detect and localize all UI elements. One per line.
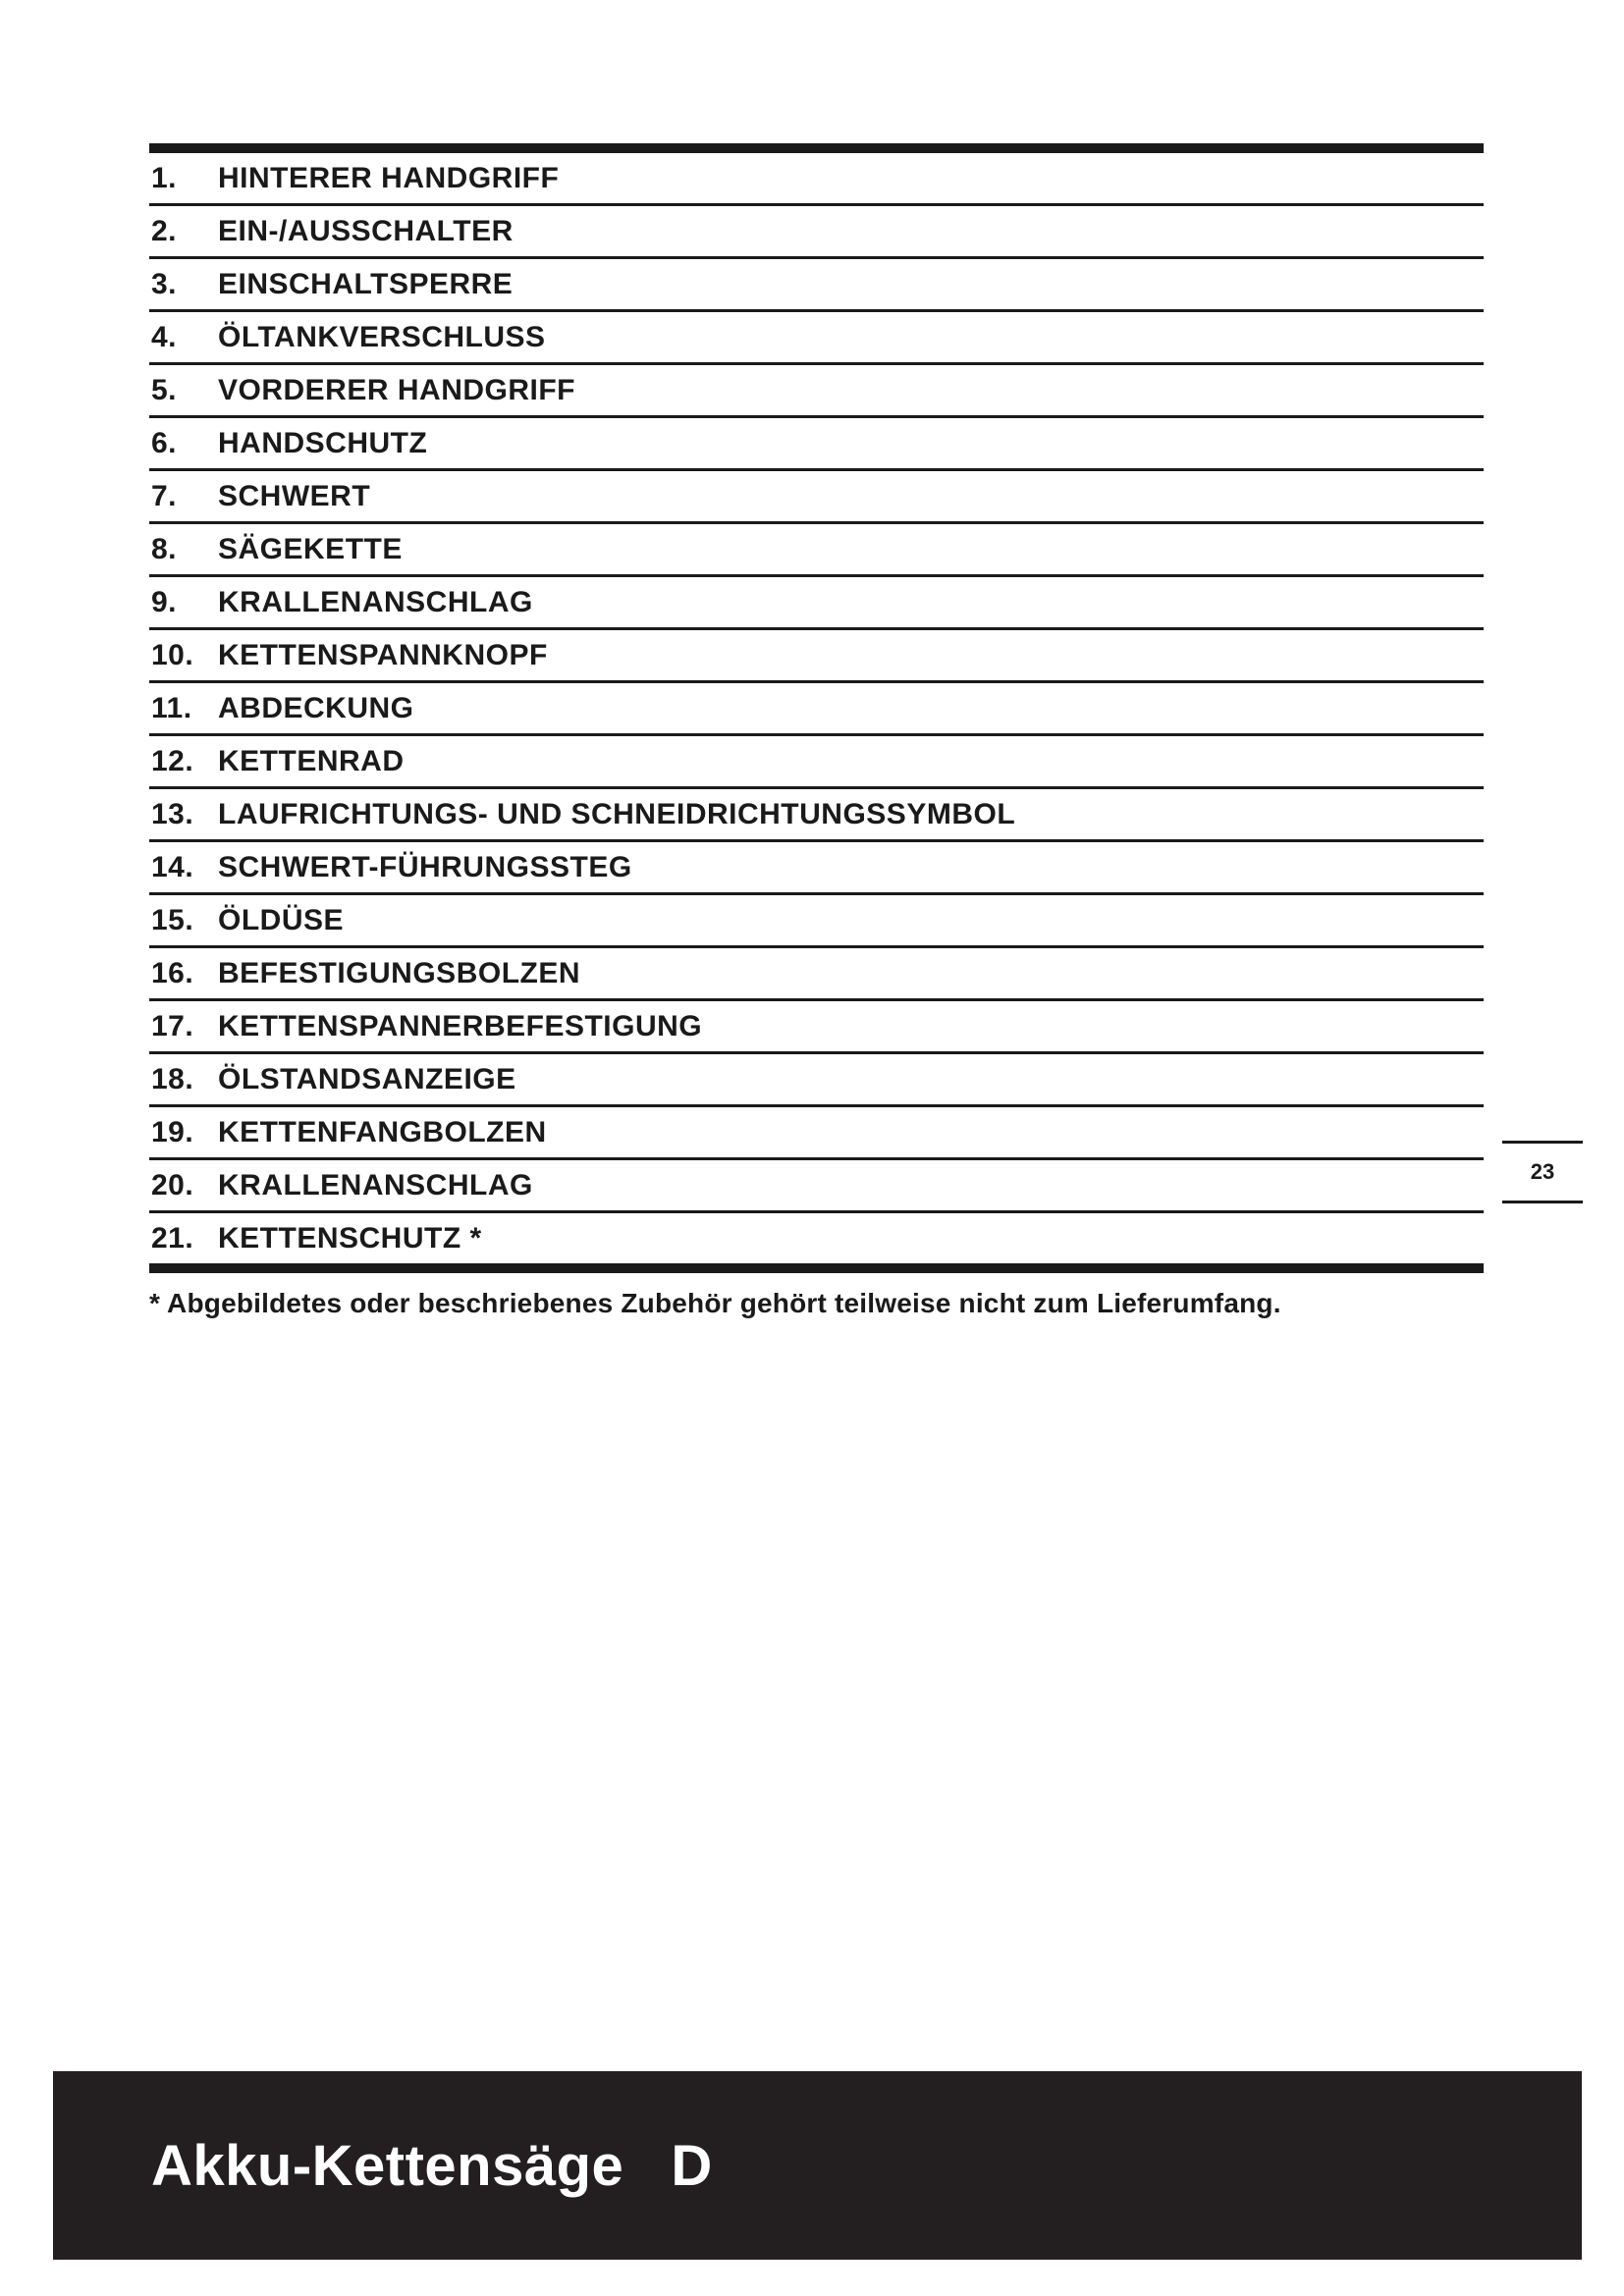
- part-label: SÄGEKETTE: [218, 532, 403, 565]
- part-row: [149, 524, 1484, 577]
- part-row: [149, 259, 1484, 312]
- part-label: KETTENSCHUTZ *: [218, 1221, 482, 1255]
- footer-bar: [53, 2071, 1582, 2260]
- part-row: [149, 471, 1484, 524]
- parts-list: [149, 153, 1484, 1263]
- part-label: ÖLDÜSE: [218, 903, 345, 936]
- part-label: BEFESTIGUNGSBOLZEN: [218, 956, 581, 989]
- part-row: [149, 365, 1484, 418]
- part-row: [149, 895, 1484, 948]
- part-label: HANDSCHUTZ: [218, 426, 428, 459]
- part-number: 7.: [151, 479, 178, 512]
- part-label: KETTENRAD: [218, 744, 405, 777]
- part-number: 3.: [151, 267, 178, 300]
- part-number: 18.: [151, 1062, 194, 1095]
- part-number: 4.: [151, 320, 178, 353]
- part-number: 11.: [151, 691, 192, 724]
- part-label: KETTENFANGBOLZEN: [218, 1115, 547, 1148]
- part-row: [149, 948, 1484, 1001]
- part-row: [149, 577, 1484, 630]
- part-number: 12.: [151, 744, 194, 777]
- table-bottom-rule: [149, 1263, 1484, 1273]
- part-number: 17.: [151, 1009, 194, 1042]
- part-row: [149, 312, 1484, 365]
- part-label: ÖLSTANDSANZEIGE: [218, 1062, 516, 1095]
- part-number: 21.: [151, 1221, 194, 1255]
- part-number: 8.: [151, 532, 178, 565]
- part-row: [149, 683, 1484, 736]
- part-row: [149, 418, 1484, 471]
- part-label: SCHWERT-FÜHRUNGSSTEG: [218, 850, 632, 883]
- part-row: [149, 1001, 1484, 1054]
- footer-title: Akku-Kettensäge: [151, 2133, 624, 2198]
- part-row: [149, 736, 1484, 789]
- part-label: KETTENSPANNERBEFESTIGUNG: [218, 1009, 703, 1042]
- part-number: 14.: [151, 850, 194, 883]
- part-row: [149, 206, 1484, 259]
- part-row: [149, 153, 1484, 206]
- part-row: [149, 1107, 1484, 1160]
- part-row: [149, 842, 1484, 895]
- part-row: [149, 1054, 1484, 1107]
- part-number: 1.: [151, 161, 178, 194]
- part-label: ABDECKUNG: [218, 691, 414, 724]
- part-number: 13.: [151, 797, 194, 830]
- part-number: 5.: [151, 373, 178, 406]
- footnote: * Abgebildetes oder beschriebenes Zubehör gehört teilweise nicht zum Lieferumfang.: [149, 1288, 1281, 1318]
- part-number: 6.: [151, 426, 178, 459]
- part-number: 19.: [151, 1115, 194, 1148]
- part-number: 9.: [151, 585, 178, 618]
- part-number: 20.: [151, 1168, 194, 1201]
- part-number: 15.: [151, 903, 194, 936]
- part-label: ÖLTANKVERSCHLUSS: [218, 320, 546, 353]
- part-row: [149, 630, 1484, 683]
- part-label: HINTERER HANDGRIFF: [218, 161, 560, 194]
- part-number: 16.: [151, 956, 194, 989]
- part-label: KRALLENANSCHLAG: [218, 585, 533, 618]
- part-label: KETTENSPANNKNOPF: [218, 638, 548, 671]
- part-label: SCHWERT: [218, 479, 371, 512]
- part-label: VORDERER HANDGRIFF: [218, 373, 576, 406]
- part-row: [149, 1160, 1484, 1213]
- footer-language-code: D: [671, 2133, 713, 2198]
- parts-table: [149, 143, 1484, 1273]
- part-label: EIN-/AUSSCHALTER: [218, 214, 514, 247]
- part-label: EINSCHALTSPERRE: [218, 267, 514, 300]
- part-label: LAUFRICHTUNGS- UND SCHNEIDRICHTUNGSSYMBOL: [218, 797, 1016, 830]
- part-number: 2.: [151, 214, 178, 247]
- page-number: 23: [1502, 1141, 1583, 1203]
- part-row: [149, 789, 1484, 842]
- part-label: KRALLENANSCHLAG: [218, 1168, 533, 1201]
- part-number: 10.: [151, 638, 194, 671]
- table-top-rule: [149, 143, 1484, 153]
- part-row: [149, 1213, 1484, 1263]
